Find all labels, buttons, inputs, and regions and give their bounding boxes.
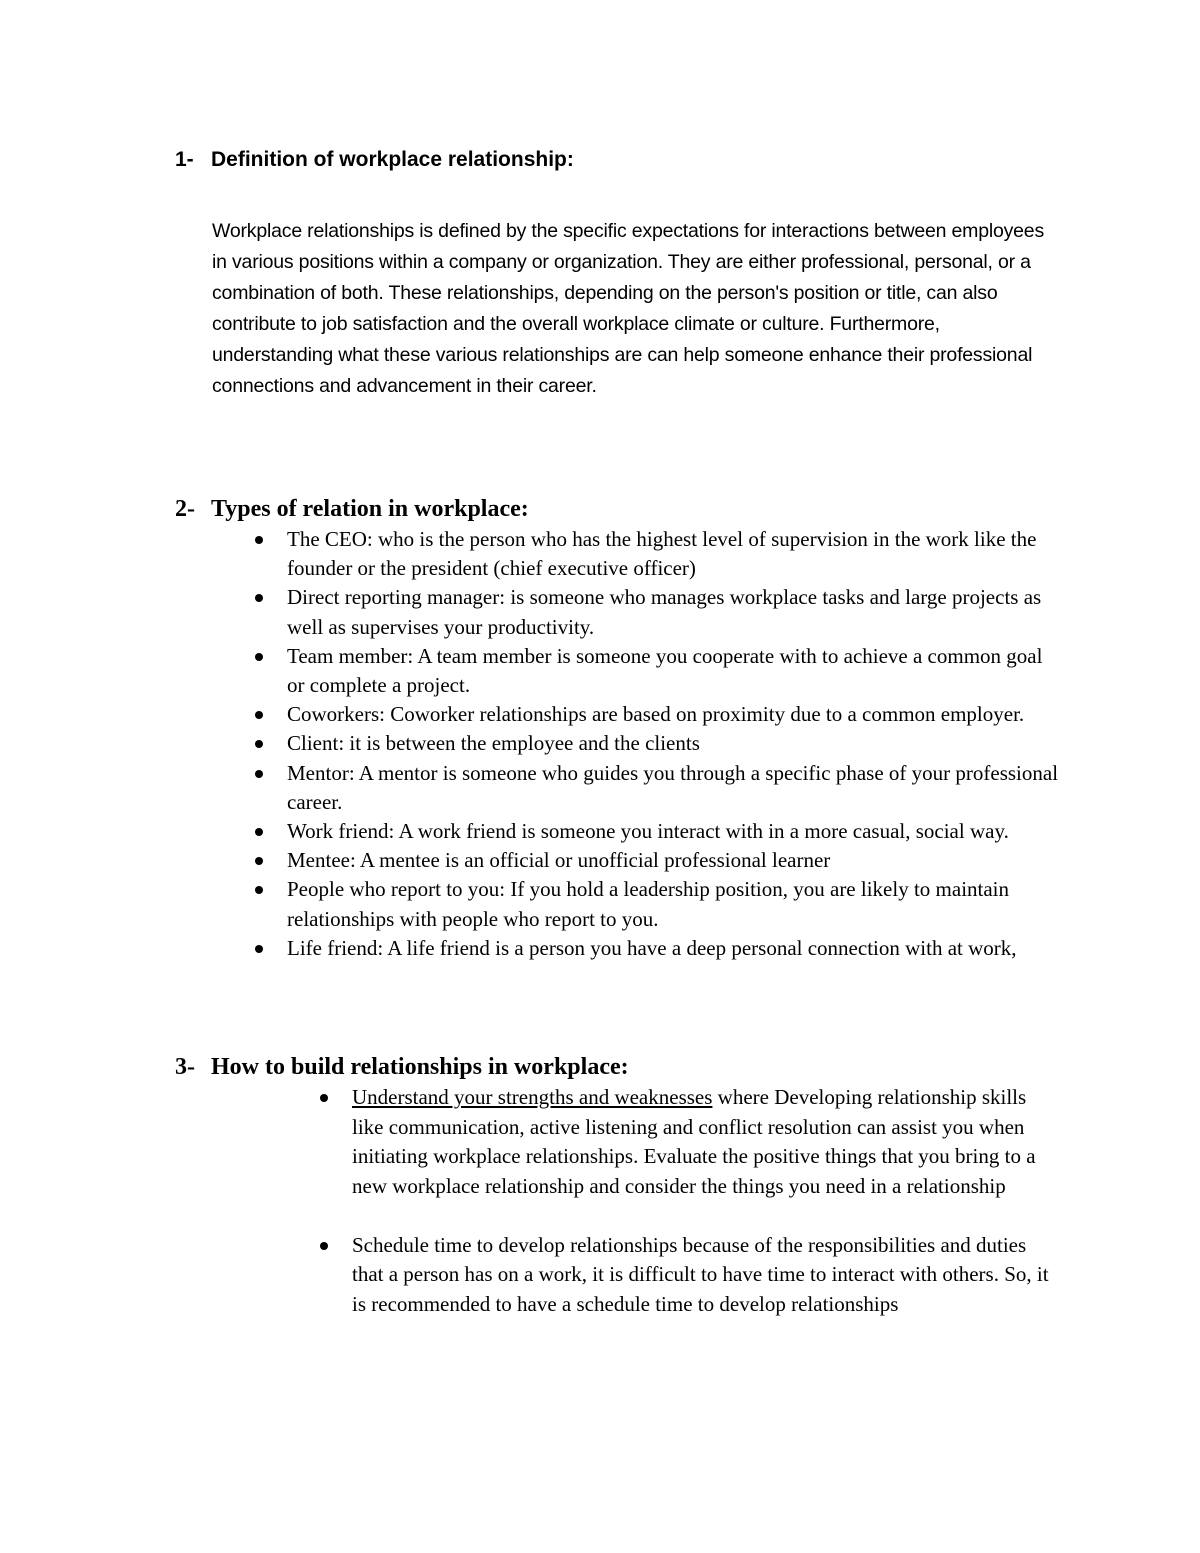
list-item bbox=[287, 583, 1062, 641]
list-item bbox=[352, 1083, 1062, 1201]
list-item bbox=[287, 817, 1062, 846]
list-item bbox=[287, 875, 1062, 933]
section-1-title: Definition of workplace relationship: bbox=[211, 148, 574, 171]
list-item-text: Mentee: A mentee is an official or unofficial professional learner bbox=[287, 848, 831, 873]
list-item bbox=[287, 934, 1062, 963]
list-item bbox=[287, 759, 1062, 817]
list-item-text: Coworkers: Coworker relationships are based on proximity due to a common employer. bbox=[287, 702, 1025, 727]
section-1-number: 1- bbox=[175, 148, 194, 171]
list-item-text: People who report to you: If you hold a leadership position, you are likely to maintain relationships with people who report to you. bbox=[287, 877, 1010, 931]
list-item-text: Work friend: A work friend is someone you interact with in a more casual, social way. bbox=[287, 819, 1009, 844]
build-relationships-list bbox=[352, 1083, 1062, 1319]
relation-types-list bbox=[287, 525, 1062, 963]
section-3-title: How to build relationships in workplace: bbox=[211, 1054, 629, 1080]
section-1-paragraph: Workplace relationships is defined by the specific expectations for interactions between employees in various positions within a company or organization. They are either professional, personal, or a combination of both. These relationships, depending on the person's position or title, can also contribute to job satisfaction and the overall workplace climate or culture. Furthermore, understanding what these various relationships are can help someone enhance their professional connections and advancement in their career. bbox=[212, 220, 1045, 397]
section-2-number: 2- bbox=[175, 496, 195, 522]
list-item bbox=[287, 846, 1062, 875]
list-item-text: Team member: A team member is someone you cooperate with to achieve a common goal or complete a project. bbox=[287, 643, 1043, 698]
bullet-icon bbox=[320, 1094, 328, 1102]
bullet-icon bbox=[255, 945, 263, 953]
bullet-icon bbox=[255, 653, 263, 661]
section-2-heading bbox=[175, 494, 529, 524]
list-item bbox=[352, 1231, 1062, 1320]
list-item-text: Schedule time to develop relationships because of the responsibilities and duties that a person has on a work, it is difficult to have time to interact with others. So, it is recommended to have a schedule time to develop relationships bbox=[352, 1232, 1049, 1316]
bullet-icon bbox=[255, 857, 263, 865]
bullet-icon bbox=[255, 594, 263, 602]
list-item-text: where Developing relationship skills like communication, active listening and conflict resolution can assist you when initiating workplace relationships. Evaluate the positive things that you bring to a new workplace relationship and consider the things you need in a relationship bbox=[352, 1085, 1036, 1198]
list-item-text: Life friend: A life friend is a person you have a deep personal connection with at work, bbox=[287, 935, 1017, 960]
bullet-icon bbox=[255, 886, 263, 894]
list-item bbox=[287, 729, 1062, 758]
bullet-icon bbox=[255, 770, 263, 778]
list-item-text: Mentor: A mentor is someone who guides you through a specific phase of your professional career. bbox=[287, 760, 1059, 814]
list-item-text: The CEO: who is the person who has the highest level of supervision in the work like the founder or the president (chief executive officer) bbox=[287, 527, 1037, 581]
bullet-icon bbox=[255, 536, 263, 544]
list-item bbox=[287, 642, 1062, 700]
bullet-icon bbox=[255, 740, 263, 748]
list-item bbox=[287, 700, 1062, 729]
section-1-heading bbox=[175, 146, 574, 174]
list-item-underlined-text: Understand your strengths and weaknesses bbox=[352, 1085, 713, 1109]
bullet-icon bbox=[320, 1242, 328, 1250]
section-2-title: Types of relation in workplace: bbox=[211, 496, 529, 522]
section-3-heading bbox=[175, 1052, 629, 1082]
section-3-number: 3- bbox=[175, 1054, 195, 1080]
list-item-text: Direct reporting manager: is someone who manages workplace tasks and large projects as well as supervises your productivity. bbox=[287, 585, 1042, 639]
list-item-text: Client: it is between the employee and the clients bbox=[287, 731, 700, 756]
list-item bbox=[287, 525, 1062, 583]
bullet-icon bbox=[255, 711, 263, 719]
bullet-icon bbox=[255, 828, 263, 836]
